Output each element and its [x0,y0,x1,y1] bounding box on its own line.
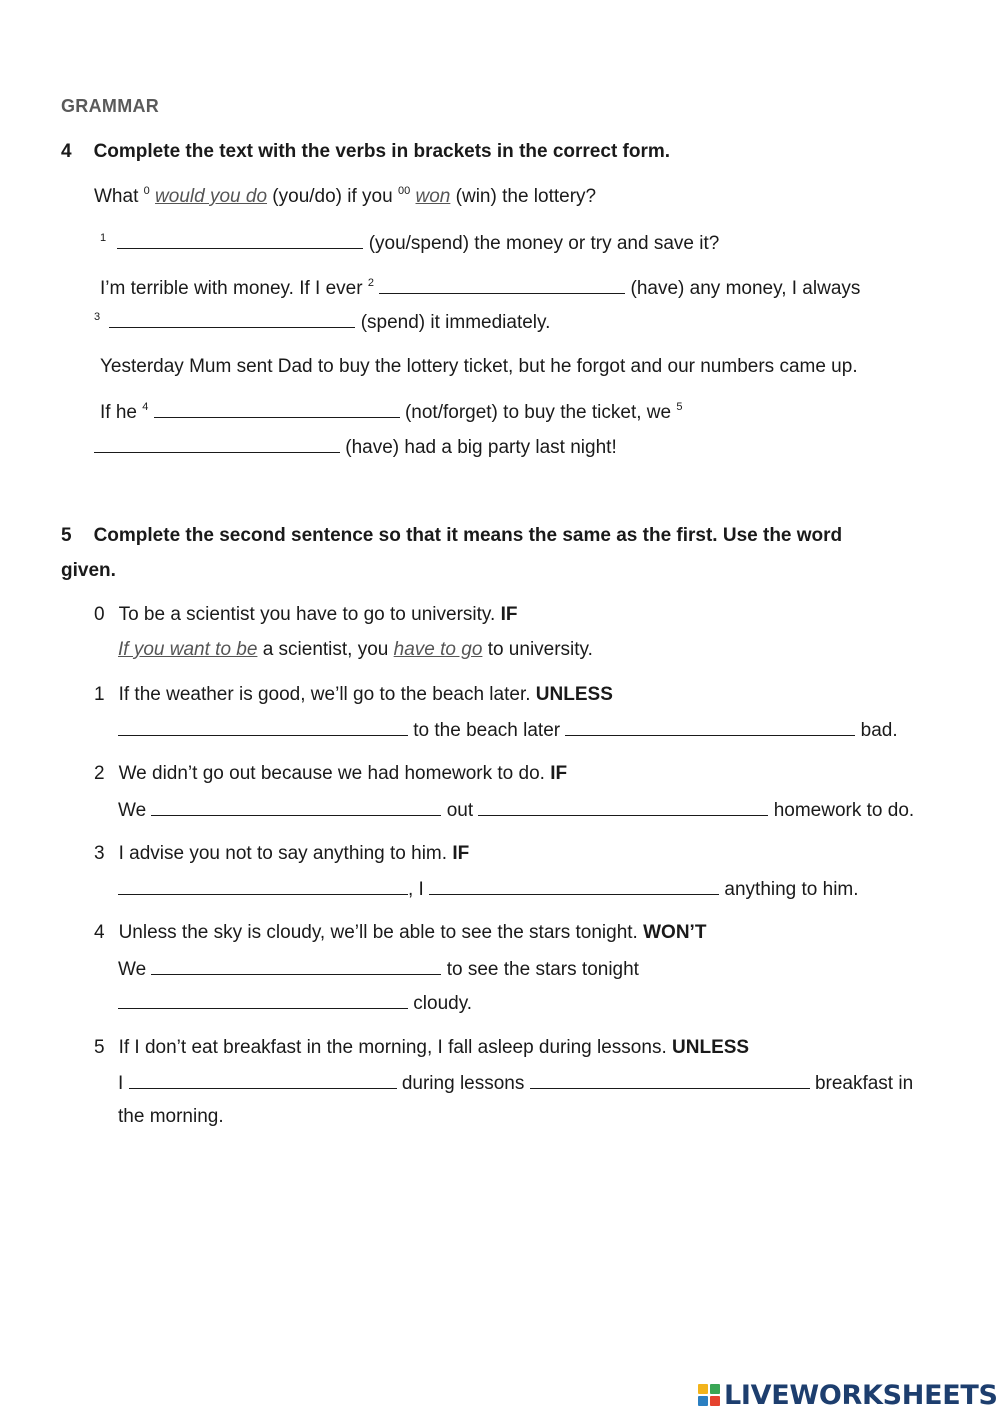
ex4-q3-line: $^3$ (spend) it immediately. [94,311,551,333]
ex5-item-1-answer: to the beach later bad. [118,717,898,743]
ex4-q1-line: $^1$ (you/spend) the money or try and save it? [100,232,720,254]
exercise-number: 4 [61,141,72,162]
liveworksheets-logo-icon [698,1384,720,1406]
exercise-instruction: Complete the text with the verbs in brackets in the correct form. [93,141,671,162]
example-answer: have to go [393,639,483,660]
answer-blank[interactable] [118,990,408,1009]
answer-blank[interactable] [151,797,441,816]
keyword: IF [452,843,470,864]
answer-blank[interactable] [565,717,855,736]
liveworksheets-logo [698,1378,998,1412]
ex5-example-answer: If you want to be a scientist, you have to go to university. [118,639,593,660]
ex4-intro-line: What $^0$ would you do (you/do) if you $^{00}$ won (win) the lottery? [94,185,597,207]
ex5-item-4-sentence: 4 Unless the sky is cloudy, we’ll be able to see the stars tonight. WON’T [94,922,707,943]
exercise-5-title-cont: given. [61,560,116,581]
ex5-item-1-sentence: 1 If the weather is good, we’ll go to the beach later. UNLESS [94,684,613,705]
ex5-item-5-answer: I during lessons breakfast in [118,1070,913,1096]
ex5-item-4-answer-cont: cloudy. [118,990,472,1016]
brand-name: LIVEWORKSHEETS [724,1379,998,1411]
exercise-number: 5 [61,525,72,546]
example-answer: If you want to be [118,639,258,660]
answer-blank[interactable] [118,717,408,736]
ex5-item-5-sentence: 5 If I don’t eat breakfast in the morning, I fall asleep during lessons. UNLESS [94,1037,750,1058]
ex5-example-sentence: 0 To be a scientist you have to go to university. IF [94,604,518,625]
ex5-item-5-answer-cont: the morning. [118,1106,224,1127]
ex5-item-4-answer: We to see the stars tonight [118,956,639,982]
section-heading: GRAMMAR [61,96,160,116]
answer-blank[interactable] [154,399,400,418]
exercise-5-title [61,524,842,548]
ex4-q4-line: If he $^4$ (not/forget) to buy the ticket, we $^5$ [100,401,683,423]
answer-blank[interactable] [117,230,363,249]
example-answer: won [415,186,451,207]
ex5-item-3-sentence: 3 I advise you not to say anything to him. IF [94,843,470,864]
answer-blank[interactable] [379,275,625,294]
keyword: UNLESS [672,1037,750,1058]
exercise-4-title [61,140,670,164]
keyword: WON’T [643,922,707,943]
answer-blank[interactable] [429,876,719,895]
ex4-q5-line: (have) had a big party last night! [94,434,617,460]
ex4-story-line: Yesterday Mum sent Dad to buy the lottery ticket, but he forgot and our numbers came up. [100,356,858,377]
answer-blank[interactable] [151,956,441,975]
ex5-item-2-sentence: 2 We didn’t go out because we had homework to do. IF [94,763,568,784]
ex5-item-3-answer: , I anything to him. [118,876,859,902]
keyword: UNLESS [535,684,613,705]
answer-blank[interactable] [530,1070,810,1089]
answer-blank[interactable] [118,876,408,895]
answer-blank[interactable] [478,797,768,816]
keyword: IF [550,763,568,784]
ex5-item-2-answer: We out homework to do. [118,797,914,823]
answer-blank[interactable] [129,1070,397,1089]
answer-blank[interactable] [109,309,355,328]
answer-blank[interactable] [94,434,340,453]
example-answer: would you do [155,186,268,207]
keyword: IF [500,604,518,625]
exercise-instruction: Complete the second sentence so that it means the same as the first. Use the word [93,525,843,546]
ex4-q2-line: I’m terrible with money. If I ever $^2$ (have) any money, I always [100,277,861,299]
